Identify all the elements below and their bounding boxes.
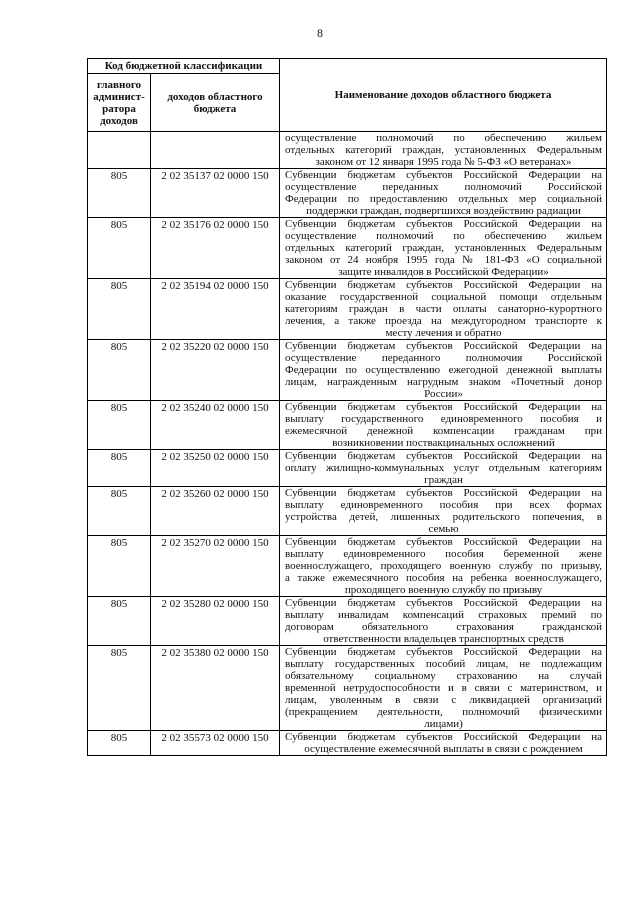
table-row bbox=[88, 450, 607, 487]
income-name-line: военнослужащего, проходящего военную службу по призыву, bbox=[285, 560, 602, 572]
income-code-cell: 2 02 35260 02 0000 150 bbox=[151, 487, 280, 536]
admin-code-cell: 805 bbox=[88, 646, 151, 731]
income-name-line: месту лечения и обратно bbox=[385, 327, 502, 339]
income-code-cell: 2 02 35573 02 0000 150 bbox=[151, 731, 280, 756]
income-name-line: осуществление переданного полномочия Российской bbox=[285, 352, 602, 364]
income-name-line: обязательному социальному страхованию на случай bbox=[285, 670, 602, 682]
income-name-line: Федерации по осуществлению ежегодной денежной выплаты bbox=[285, 364, 602, 376]
header-code-column: доходов областного бюджета bbox=[151, 74, 280, 132]
income-name-cell bbox=[280, 487, 607, 536]
income-name-cell bbox=[280, 597, 607, 646]
income-name-line: оплату жилищно-коммунальных услуг отдельным категориям bbox=[285, 462, 602, 474]
table-row bbox=[88, 279, 607, 340]
income-name-line: Субвенции бюджетам субъектов Российской Федерации на bbox=[285, 731, 602, 743]
income-name-line: осуществление ежемесячной выплаты в связи с рождением bbox=[304, 743, 583, 755]
income-name-line: осуществление полномочий по обеспечению жильем bbox=[285, 230, 602, 242]
income-name-line: устройства детей, лишенных родительского попечения, в bbox=[285, 511, 602, 523]
table-row bbox=[88, 132, 607, 169]
table-row bbox=[88, 340, 607, 401]
table-row bbox=[88, 536, 607, 597]
table-row bbox=[88, 401, 607, 450]
income-name-cell bbox=[280, 646, 607, 731]
income-name-cell bbox=[280, 218, 607, 279]
admin-code-cell: 805 bbox=[88, 731, 151, 756]
admin-code-cell: 805 bbox=[88, 487, 151, 536]
income-name-cell bbox=[280, 731, 607, 756]
admin-code-cell: 805 bbox=[88, 450, 151, 487]
income-name-line: ответственности владельцев транспортных средств bbox=[323, 633, 564, 645]
income-name-line: договорам обязательного страхования гражданской bbox=[285, 621, 602, 633]
income-code-cell: 2 02 35380 02 0000 150 bbox=[151, 646, 280, 731]
income-name-line: законом от 24 ноября 1995 года № 181-ФЗ «О социальной bbox=[285, 254, 602, 266]
income-code-cell: 2 02 35280 02 0000 150 bbox=[151, 597, 280, 646]
income-code-cell: 2 02 35220 02 0000 150 bbox=[151, 340, 280, 401]
income-code-cell: 2 02 35270 02 0000 150 bbox=[151, 536, 280, 597]
admin-code-cell: 805 bbox=[88, 536, 151, 597]
income-name-line: защите инвалидов в Российской Федерации» bbox=[338, 266, 549, 278]
income-name-line: возникновении поствакцинальных осложнений bbox=[332, 437, 555, 449]
income-name-line: лечения, а также проезда на междугородном транспорте к bbox=[285, 315, 602, 327]
income-code-cell: 2 02 35176 02 0000 150 bbox=[151, 218, 280, 279]
income-name-line: категориям граждан в части оплаты санаторно-курортного bbox=[285, 303, 602, 315]
income-name-line: временной нетрудоспособности и в связи с материнством, и bbox=[285, 682, 602, 694]
income-name-cell bbox=[280, 340, 607, 401]
admin-code-cell: 805 bbox=[88, 218, 151, 279]
income-name-line: Федерации по предоставлению отдельных мер социальной bbox=[285, 193, 602, 205]
budget-classification-table bbox=[87, 58, 607, 756]
income-name-line: Субвенции бюджетам субъектов Российской Федерации на bbox=[285, 401, 602, 413]
income-name-line: лицами) bbox=[424, 718, 463, 730]
income-name-cell bbox=[280, 401, 607, 450]
income-name-line: граждан bbox=[424, 474, 463, 486]
income-code-cell: 2 02 35250 02 0000 150 bbox=[151, 450, 280, 487]
income-name-line: лицам, награжденным нагрудным знаком «Почетный донор bbox=[285, 376, 602, 388]
income-name-cell bbox=[280, 279, 607, 340]
table-row bbox=[88, 487, 607, 536]
income-name-line: выплату единовременного пособия беременной жене bbox=[285, 548, 602, 560]
income-name-line: осуществление полномочий по обеспечению жильем bbox=[285, 132, 602, 144]
income-code-cell bbox=[151, 132, 280, 169]
income-name-cell bbox=[280, 536, 607, 597]
income-code-cell: 2 02 35137 02 0000 150 bbox=[151, 169, 280, 218]
income-name-line: выплату государственных пособий лицам, не подлежащим bbox=[285, 658, 602, 670]
income-name-line: Субвенции бюджетам субъектов Российской Федерации на bbox=[285, 218, 602, 230]
admin-code-cell: 805 bbox=[88, 279, 151, 340]
table-body bbox=[88, 132, 607, 756]
income-name-line: Субвенции бюджетам субъектов Российской Федерации на bbox=[285, 646, 602, 658]
income-name-line: ежемесячной денежной компенсации гражданам при bbox=[285, 425, 602, 437]
income-name-line: Субвенции бюджетам субъектов Российской Федерации на bbox=[285, 450, 602, 462]
income-name-line: Субвенции бюджетам субъектов Российской Федерации на bbox=[285, 279, 602, 291]
income-name-line: Субвенции бюджетам субъектов Российской Федерации на bbox=[285, 536, 602, 548]
income-name-line: проходящего военную службу по призыву bbox=[344, 584, 543, 596]
income-name-line: семью bbox=[428, 523, 459, 535]
table-row bbox=[88, 169, 607, 218]
income-name-line: Субвенции бюджетам субъектов Российской Федерации на bbox=[285, 487, 602, 499]
income-name-line: Субвенции бюджетам субъектов Российской Федерации на bbox=[285, 340, 602, 352]
admin-code-cell bbox=[88, 132, 151, 169]
income-code-cell: 2 02 35240 02 0000 150 bbox=[151, 401, 280, 450]
income-name-line: выплату инвалидам компенсаций страховых премий по bbox=[285, 609, 602, 621]
income-name-cell bbox=[280, 450, 607, 487]
table-row bbox=[88, 597, 607, 646]
header-admin-column: главного админист-ратора доходов bbox=[88, 74, 151, 132]
income-name-line: оказание государственной социальной помощи отдельным bbox=[285, 291, 602, 303]
header-group-label: Код бюджетной классификации bbox=[88, 59, 280, 74]
page-number: 8 bbox=[317, 26, 323, 40]
income-code-cell: 2 02 35194 02 0000 150 bbox=[151, 279, 280, 340]
income-name-line: а также ежемесячного пособия на ребенка военнослужащего, bbox=[285, 572, 602, 584]
income-name-line: Субвенции бюджетам субъектов Российской Федерации на bbox=[285, 169, 602, 181]
header-name-column: Наименование доходов областного бюджета bbox=[280, 59, 607, 132]
income-name-line: Субвенции бюджетам субъектов Российской Федерации на bbox=[285, 597, 602, 609]
table-row bbox=[88, 646, 607, 731]
income-name-line: поддержки граждан, подвергшихся воздействию радиации bbox=[306, 205, 581, 217]
income-name-line: осуществление переданных полномочий Российской bbox=[285, 181, 602, 193]
admin-code-cell: 805 bbox=[88, 401, 151, 450]
income-name-line: отдельных категорий граждан, установленных Федеральным bbox=[285, 242, 602, 254]
table-row bbox=[88, 218, 607, 279]
income-name-line: выплату государственного единовременного пособия и bbox=[285, 413, 602, 425]
income-name-cell bbox=[280, 132, 607, 169]
income-name-cell bbox=[280, 169, 607, 218]
income-name-line: лицам, уволенным в связи с ликвидацией организаций bbox=[285, 694, 602, 706]
admin-code-cell: 805 bbox=[88, 597, 151, 646]
income-name-line: отдельных категорий граждан, установленных Федеральным bbox=[285, 144, 602, 156]
income-name-line: России» bbox=[424, 388, 463, 400]
table-row bbox=[88, 731, 607, 756]
admin-code-cell: 805 bbox=[88, 169, 151, 218]
income-name-line: (прекращением деятельности, полномочий физическими bbox=[285, 706, 602, 718]
admin-code-cell: 805 bbox=[88, 340, 151, 401]
income-name-line: выплату единовременного пособия при всех формах bbox=[285, 499, 602, 511]
income-name-line: законом от 12 января 1995 года № 5-ФЗ «О ветеранах» bbox=[315, 156, 572, 168]
